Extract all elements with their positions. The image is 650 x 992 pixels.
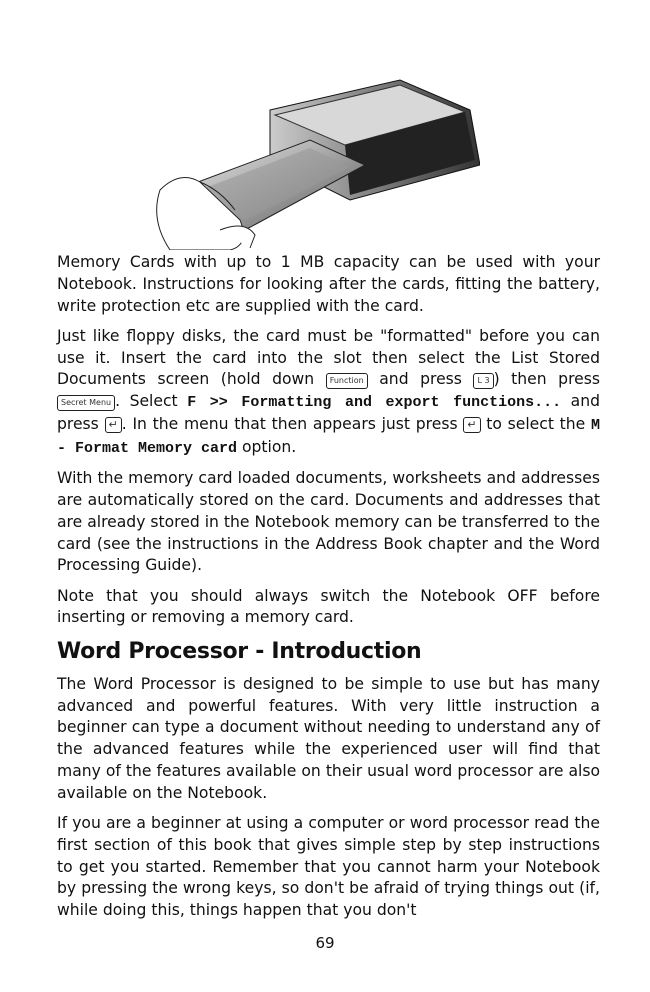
paragraph-word-processor-intro: The Word Processor is designed to be simple to use but has many advanced and powerful features. With very little instruction a beginner can type a document without needing to understand any of the advanced features while the experienced user will find that many of the features available on their usual word processor are also available on the Notebook. [57, 674, 600, 802]
l3-key-icon: L 3 [473, 373, 493, 389]
text: and press [367, 370, 474, 389]
text: Just like floppy disks, the card must be "formatted" before you can use it. Insert the card into the slot then select the List Stored Documents screen (hold down [57, 326, 600, 389]
text: and press [57, 392, 600, 434]
text: ) then press [493, 370, 600, 389]
text: . Select [115, 392, 188, 411]
secret-menu-key-icon: Secret Menu [57, 395, 115, 411]
function-key-icon: Function [326, 373, 368, 389]
menu-command: F >> Formatting and export functions... [187, 394, 562, 412]
paragraph-formatting [57, 326, 600, 460]
paragraph-memory-cards: Memory Cards with up to 1 MB capacity can be used with your Notebook. Instructions for looking after the cards, fitting the battery, write protection etc are supplied with the card. [57, 253, 600, 315]
text: . In the menu that then appears just press [121, 415, 464, 434]
enter-key-icon: ↵ [463, 417, 480, 433]
paragraph-beginner: If you are a beginner at using a computer or word processor read the first section of this book that gives simple step by step instructions to get you started. Remember that you cannot harm your Notebook by pressing the wrong keys, so don't be afraid of trying things out (if, while doing this, things happen that you don't [57, 814, 600, 920]
document-body [57, 252, 600, 931]
page-number: 69 [315, 934, 335, 952]
text: to select the [480, 415, 591, 434]
enter-key-icon: ↵ [105, 417, 122, 433]
section-heading: Word Processor - Introduction [57, 638, 422, 664]
notebook-memory-card-illustration [150, 70, 480, 250]
text: option. [237, 437, 297, 456]
paragraph-auto-storage: With the memory card loaded documents, worksheets and addresses are automatically stored on the card. Documents and addresses that are already stored in the Notebook memory can be transferred to the card (see the instructions in the Address Book chapter and the Word Processing Guide). [57, 469, 600, 575]
menu-command: M - Format Memory card [57, 417, 600, 457]
paragraph-switch-off-note: Note that you should always switch the Notebook OFF before inserting or removing a memory card. [57, 586, 600, 627]
